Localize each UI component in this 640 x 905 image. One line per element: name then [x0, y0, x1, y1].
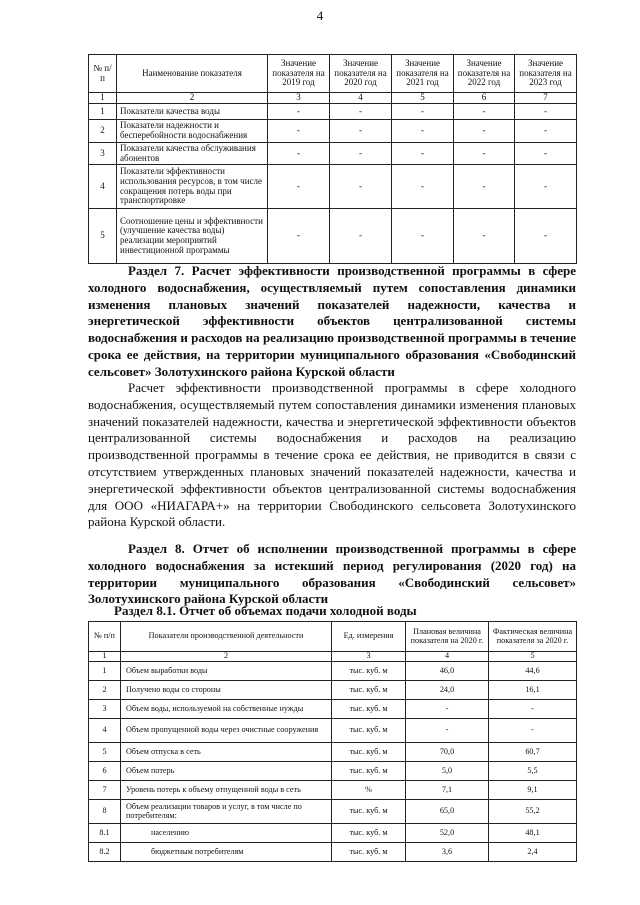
table-header-row — [89, 55, 577, 93]
plan-value: - — [406, 700, 489, 719]
table-row — [89, 143, 577, 165]
column-number: 1 — [89, 93, 117, 104]
unit-cell: тыс. куб. м — [332, 719, 406, 743]
unit-cell: тыс. куб. м — [332, 681, 406, 700]
section-8-1-heading: Раздел 8.1. Отчет об объемах подачи холодной воды — [114, 603, 417, 618]
column-number: 3 — [332, 652, 406, 662]
fact-value: 16,1 — [489, 681, 577, 700]
row-number: 1 — [89, 662, 121, 681]
row-number: 3 — [89, 700, 121, 719]
value-cell: - — [268, 143, 330, 165]
unit-cell: тыс. куб. м — [332, 700, 406, 719]
water-supply-volumes-table — [88, 621, 577, 862]
value-cell: - — [330, 104, 392, 120]
value-cell: - — [330, 165, 392, 209]
indicator-name: Объем выработки воды — [121, 662, 332, 681]
indicator-name: Уровень потерь к объему отпущенной воды в сеть — [121, 781, 332, 800]
plan-value: 46,0 — [406, 662, 489, 681]
column-number: 2 — [117, 93, 268, 104]
column-number: 7 — [515, 93, 577, 104]
fact-value: - — [489, 700, 577, 719]
column-number: 6 — [454, 93, 515, 104]
table-row — [89, 743, 577, 762]
value-cell: - — [392, 120, 454, 143]
fact-value: 9,1 — [489, 781, 577, 800]
table-row — [89, 762, 577, 781]
value-cell: - — [454, 143, 515, 165]
indicator-name: Показатели качества обслуживания абонентов — [117, 143, 268, 165]
page-number: 4 — [316, 8, 324, 23]
value-cell: - — [268, 209, 330, 264]
section-8-heading: Раздел 8. Отчет об исполнении производственной программы в сфере холодного водоснабжения за истекший период регулирования (2020 год) на территории муниципального образования «Свободинский сельсовет» Золотухинского района Курской области — [88, 541, 576, 607]
table-row — [89, 843, 577, 862]
value-cell: - — [392, 143, 454, 165]
row-number: 5 — [89, 743, 121, 762]
table-header-row — [89, 622, 577, 652]
indicator-name: Объем потерь — [121, 762, 332, 781]
value-cell: - — [515, 120, 577, 143]
value-cell: - — [515, 104, 577, 120]
section-7-heading: Раздел 7. Расчет эффективности производственной программы в сфере холодного водоснабжения, осуществляемый путем сопоставления динамики изменения плановых значений показателей надежности, качества и энергетической эффективности объектов централизованной системы водоснабжения и расходов на реализацию производственной программы в течение срока ее действия, на территории муниципального образования «Свободинский сельсовет» Золотухинского района Курской области — [88, 263, 576, 379]
value-cell: - — [515, 143, 577, 165]
row-number: 7 — [89, 781, 121, 800]
indicator-name: Получено воды со стороны — [121, 681, 332, 700]
fact-value: 44,6 — [489, 662, 577, 681]
unit-cell: тыс. куб. м — [332, 743, 406, 762]
table-row — [89, 120, 577, 143]
table-row — [89, 781, 577, 800]
column-number: 5 — [392, 93, 454, 104]
row-number: 3 — [89, 143, 117, 165]
value-cell: - — [330, 209, 392, 264]
column-number-row — [89, 652, 577, 662]
column-number: 4 — [406, 652, 489, 662]
unit-cell: тыс. куб. м — [332, 662, 406, 681]
table-row — [89, 209, 577, 264]
plan-value: 70,0 — [406, 743, 489, 762]
fact-value: 2,4 — [489, 843, 577, 862]
plan-value: 24,0 — [406, 681, 489, 700]
row-number: 2 — [89, 681, 121, 700]
table-row — [89, 800, 577, 824]
table-row — [89, 165, 577, 209]
value-cell: - — [268, 165, 330, 209]
header-cell: Ед. измерения — [332, 622, 406, 652]
plan-value: - — [406, 719, 489, 743]
column-number-row — [89, 93, 577, 104]
header-cell: Показатели производственной деятельности — [121, 622, 332, 652]
plan-value: 3,6 — [406, 843, 489, 862]
value-cell: - — [268, 104, 330, 120]
row-number: 8.2 — [89, 843, 121, 862]
header-cell: Фактическая величина показателя за 2020 г. — [489, 622, 577, 652]
fact-value: 60,7 — [489, 743, 577, 762]
row-number: 1 — [89, 104, 117, 120]
table-row — [89, 681, 577, 700]
value-cell: - — [392, 209, 454, 264]
indicator-name: Показатели надежности и бесперебойности водоснабжения — [117, 120, 268, 143]
value-cell: - — [392, 165, 454, 209]
fact-value: 55,2 — [489, 800, 577, 824]
plan-value: 5,0 — [406, 762, 489, 781]
row-number: 8 — [89, 800, 121, 824]
header-cell: Наименование показателя — [117, 55, 268, 93]
table-row — [89, 824, 577, 843]
unit-cell: тыс. куб. м — [332, 843, 406, 862]
fact-value: 5,5 — [489, 762, 577, 781]
header-cell: Плановая величина показателя на 2020 г. — [406, 622, 489, 652]
header-cell: № п/п — [89, 55, 117, 93]
value-cell: - — [330, 120, 392, 143]
indicators-table — [88, 54, 577, 264]
row-number: 2 — [89, 120, 117, 143]
row-number: 5 — [89, 209, 117, 264]
column-number: 2 — [121, 652, 332, 662]
row-number: 6 — [89, 762, 121, 781]
plan-value: 52,0 — [406, 824, 489, 843]
indicator-name: Объем воды, используемой на собственные нужды — [121, 700, 332, 719]
value-cell: - — [330, 143, 392, 165]
value-cell: - — [515, 209, 577, 264]
row-number: 4 — [89, 165, 117, 209]
table-row — [89, 719, 577, 743]
indicator-name: Показатели эффективности использования ресурсов, в том числе сокращения потерь воды при транспортировке — [117, 165, 268, 209]
fact-value: - — [489, 719, 577, 743]
value-cell: - — [454, 104, 515, 120]
unit-cell: тыс. куб. м — [332, 824, 406, 843]
header-cell: № п/п — [89, 622, 121, 652]
header-cell: Значение показателя на 2023 год — [515, 55, 577, 93]
value-cell: - — [268, 120, 330, 143]
indicator-name: Объем пропущенной воды через очистные сооружения — [121, 719, 332, 743]
section-7-body: Расчет эффективности производственной программы в сфере холодного водоснабжения, осуществляемый путем сопоставления динамики изменения плановых значений показателей надежности, качества и энергетической эффективности объектов централизованной системы водоснабжения и расходов на реализацию производственной программы в течение срока ее действия, не приводится в связи с отсутствием утвержденных плановых значений показателей надежности, качества и энергетической эффективности объектов централизованной системы водоснабжения для ООО «НИАГАРА+» на территории Свободинского сельсовета Золотухинского района Курской области. — [88, 380, 576, 530]
header-cell: Значение показателя на 2020 год — [330, 55, 392, 93]
indicator-name: Соотношение цены и эффективности (улучшение качества воды) реализации мероприятий инвестиционной программы — [117, 209, 268, 264]
unit-cell: тыс. куб. м — [332, 800, 406, 824]
table-row — [89, 662, 577, 681]
row-number: 4 — [89, 719, 121, 743]
value-cell: - — [454, 209, 515, 264]
unit-cell: тыс. куб. м — [332, 762, 406, 781]
unit-cell: % — [332, 781, 406, 800]
plan-value: 7,1 — [406, 781, 489, 800]
table-row — [89, 700, 577, 719]
table-row — [89, 104, 577, 120]
value-cell: - — [454, 165, 515, 209]
column-number: 5 — [489, 652, 577, 662]
column-number: 1 — [89, 652, 121, 662]
column-number: 4 — [330, 93, 392, 104]
row-number: 8.1 — [89, 824, 121, 843]
header-cell: Значение показателя на 2021 год — [392, 55, 454, 93]
indicator-name: Объем отпуска в сеть — [121, 743, 332, 762]
column-number: 3 — [268, 93, 330, 104]
header-cell: Значение показателя на 2019 год — [268, 55, 330, 93]
value-cell: - — [515, 165, 577, 209]
indicator-name: населению — [121, 824, 332, 843]
plan-value: 65,0 — [406, 800, 489, 824]
header-cell: Значение показателя на 2022 год — [454, 55, 515, 93]
value-cell: - — [454, 120, 515, 143]
fact-value: 48,1 — [489, 824, 577, 843]
indicator-name: бюджетным потребителям — [121, 843, 332, 862]
indicator-name: Показатели качества воды — [117, 104, 268, 120]
indicator-name: Объем реализации товаров и услуг, в том числе по потребителям: — [121, 800, 332, 824]
value-cell: - — [392, 104, 454, 120]
